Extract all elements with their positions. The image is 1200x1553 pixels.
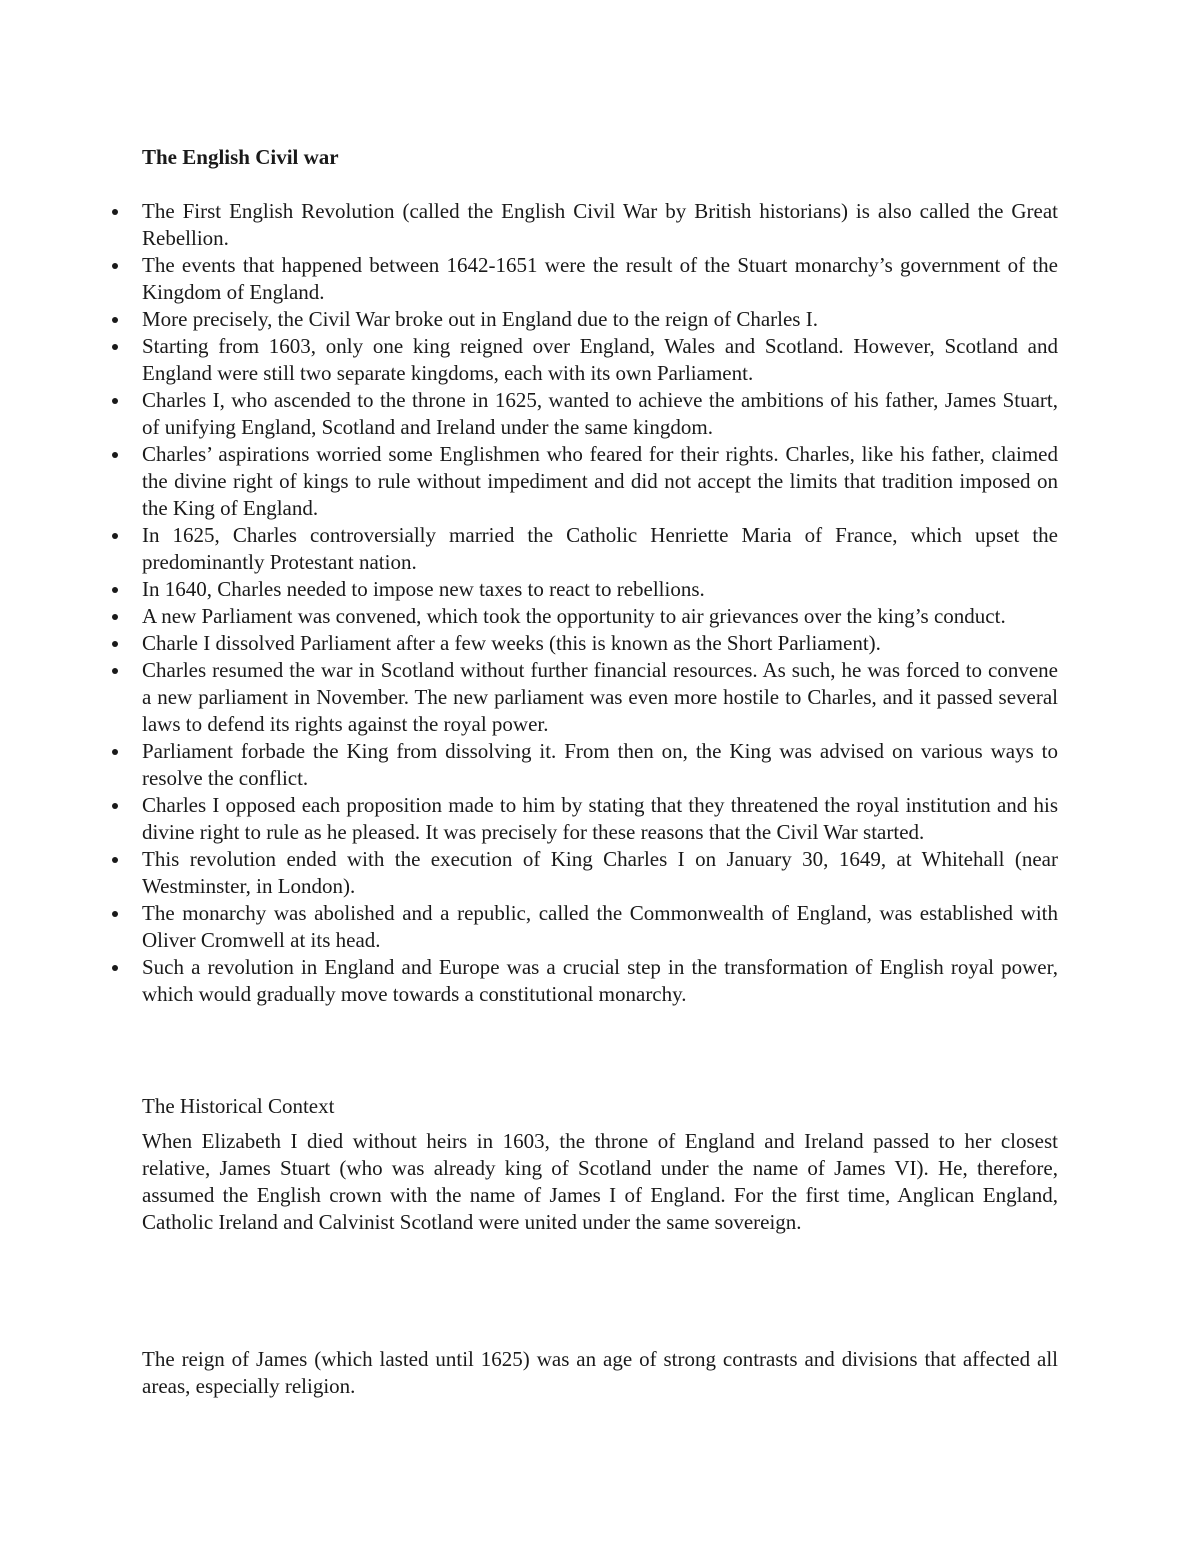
- list-item-text: Charles I opposed each proposition made to him by stating that they threatened the royal institution and his divine right to rule as he pleased. It was precisely for these reasons that the Civil War started.: [142, 793, 1058, 844]
- list-item: [142, 198, 1058, 252]
- list-item-text: More precisely, the Civil War broke out in England due to the reign of Charles I.: [142, 307, 818, 331]
- list-item-text: This revolution ended with the execution of King Charles I on January 30, 1649, at Whitehall (near Westminster, in London).: [142, 847, 1058, 898]
- list-item: [142, 954, 1058, 1008]
- list-item-text: Charles resumed the war in Scotland without further financial resources. As such, he was forced to convene a new parliament in November. The new parliament was even more hostile to Charles, and it passed several laws to defend its rights against the royal power.: [142, 658, 1058, 736]
- body-paragraph: The reign of James (which lasted until 1625) was an age of strong contrasts and divisions that affected all areas, especially religion.: [142, 1347, 1058, 1398]
- list-item: [142, 657, 1058, 738]
- list-item: [142, 333, 1058, 387]
- list-item: [142, 252, 1058, 306]
- list-item-text: The events that happened between 1642-1651 were the result of the Stuart monarchy’s government of the Kingdom of England.: [142, 253, 1058, 304]
- list-item: [142, 576, 1058, 603]
- bullet-icon: [112, 614, 118, 620]
- list-item-text: In 1640, Charles needed to impose new taxes to react to rebellions.: [142, 577, 705, 601]
- list-item: [142, 792, 1058, 846]
- bullet-icon: [112, 749, 118, 755]
- bullet-icon: [112, 209, 118, 215]
- list-item-text: Starting from 1603, only one king reigned over England, Wales and Scotland. However, Scotland and England were still two separate kingdoms, each with its own Parliament.: [142, 334, 1058, 385]
- list-item: [142, 846, 1058, 900]
- list-item: [142, 387, 1058, 441]
- list-item: [142, 630, 1058, 657]
- bullet-icon: [112, 668, 118, 674]
- list-item-text: The First English Revolution (called the English Civil War by British historians) is also called the Great Rebellion.: [142, 199, 1058, 250]
- list-item-text: A new Parliament was convened, which took the opportunity to air grievances over the king’s conduct.: [142, 604, 1006, 628]
- bullet-icon: [112, 533, 118, 539]
- list-item: [142, 522, 1058, 576]
- bullet-icon: [112, 965, 118, 971]
- list-item-text: Parliament forbade the King from dissolving it. From then on, the King was advised on various ways to resolve the conflict.: [142, 739, 1058, 790]
- bullet-icon: [112, 317, 118, 323]
- list-item-text: In 1625, Charles controversially married the Catholic Henriette Maria of France, which upset the predominantly Protestant nation.: [142, 523, 1058, 574]
- bullet-icon: [112, 452, 118, 458]
- document-title: The English Civil war: [142, 145, 339, 169]
- list-item-text: Charles I, who ascended to the throne in 1625, wanted to achieve the ambitions of his father, James Stuart, of unifying England, Scotland and Ireland under the same kingdom.: [142, 388, 1058, 439]
- bullet-list: [142, 198, 1058, 1008]
- bullet-icon: [112, 398, 118, 404]
- section-heading: The Historical Context: [142, 1094, 335, 1118]
- list-item: [142, 900, 1058, 954]
- bullet-icon: [112, 857, 118, 863]
- list-item: [142, 603, 1058, 630]
- list-item: [142, 738, 1058, 792]
- list-item-text: Charles’ aspirations worried some Englishmen who feared for their rights. Charles, like his father, claimed the divine right of kings to rule without impediment and did not accept the limits that tradition imposed on the King of England.: [142, 442, 1058, 520]
- bullet-icon: [112, 911, 118, 917]
- list-item-text: Such a revolution in England and Europe was a crucial step in the transformation of English royal power, which would gradually move towards a constitutional monarchy.: [142, 955, 1058, 1006]
- bullet-icon: [112, 803, 118, 809]
- list-item-text: Charle I dissolved Parliament after a few weeks (this is known as the Short Parliament).: [142, 631, 881, 655]
- body-paragraph: When Elizabeth I died without heirs in 1603, the throne of England and Ireland passed to her closest relative, James Stuart (who was already king of Scotland under the name of James VI). He, therefore, assumed the English crown with the name of James I of England. For the first time, Anglican England, Catholic Ireland and Calvinist Scotland were united under the same sovereign.: [142, 1129, 1058, 1234]
- list-item: [142, 441, 1058, 522]
- list-item-text: The monarchy was abolished and a republic, called the Commonwealth of England, was established with Oliver Cromwell at its head.: [142, 901, 1058, 952]
- bullet-icon: [112, 587, 118, 593]
- list-item: [142, 306, 1058, 333]
- bullet-icon: [112, 344, 118, 350]
- bullet-icon: [112, 641, 118, 647]
- bullet-icon: [112, 263, 118, 269]
